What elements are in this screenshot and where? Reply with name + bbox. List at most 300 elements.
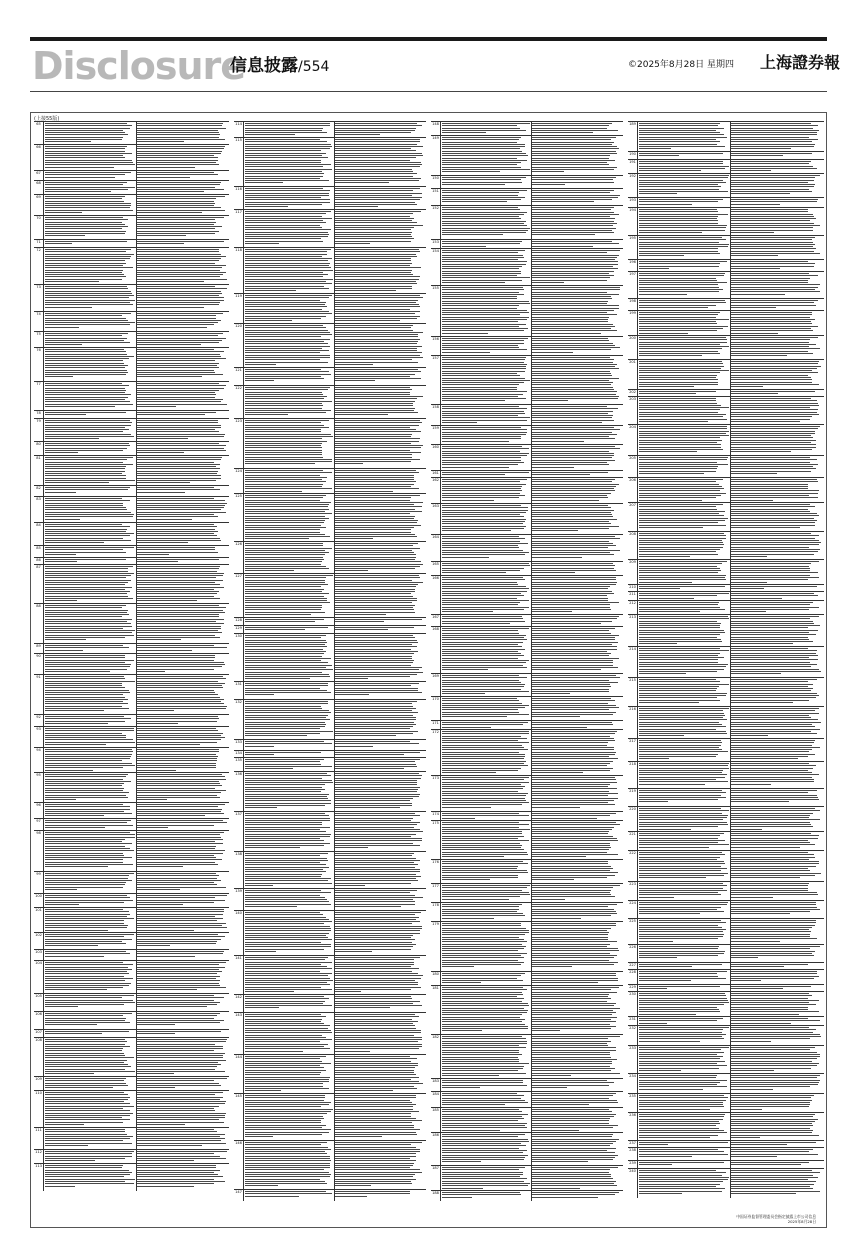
text-line — [137, 751, 219, 752]
text-line — [639, 729, 716, 730]
text-line — [137, 827, 168, 828]
text-line — [731, 363, 818, 364]
text-line — [137, 187, 215, 188]
text-line — [335, 561, 421, 562]
text-line — [442, 212, 527, 213]
text-line — [639, 471, 716, 472]
text-line — [532, 1026, 616, 1027]
text-line — [639, 239, 726, 240]
text-line — [137, 916, 215, 917]
text-line — [45, 566, 133, 567]
text-line — [639, 312, 720, 313]
revised-clause-text — [731, 300, 821, 310]
text-line — [532, 937, 608, 938]
text-line — [731, 1000, 819, 1001]
text-line — [335, 1067, 415, 1068]
text-line — [639, 361, 722, 362]
text-line — [335, 534, 415, 535]
text-line — [335, 1030, 421, 1031]
text-line — [731, 941, 780, 942]
revised-clause-text — [137, 1039, 227, 1076]
text-line — [335, 452, 421, 453]
text-line — [245, 919, 329, 920]
text-line — [532, 682, 618, 683]
text-line — [442, 689, 521, 690]
text-line — [335, 199, 420, 200]
text-line — [532, 232, 614, 233]
text-line — [532, 137, 616, 138]
text-line — [731, 1151, 809, 1152]
revised-clause-text — [532, 822, 620, 859]
text-line — [137, 286, 215, 287]
text-line — [731, 1038, 810, 1039]
text-line — [532, 462, 607, 463]
cell-divider — [136, 1164, 137, 1191]
text-line — [532, 1176, 611, 1177]
text-line — [442, 703, 522, 704]
text-line — [335, 429, 416, 430]
text-line — [335, 225, 423, 226]
text-line — [532, 184, 565, 185]
table-row — [628, 455, 824, 478]
text-line — [245, 722, 325, 723]
text-line — [45, 468, 125, 469]
text-line — [442, 1005, 529, 1006]
text-line — [532, 770, 610, 771]
text-line — [731, 854, 814, 855]
original-clause-text — [45, 832, 135, 871]
text-line — [731, 957, 758, 958]
text-line — [335, 213, 413, 214]
text-line — [137, 554, 169, 555]
text-line — [442, 875, 518, 876]
text-line — [442, 838, 518, 839]
text-line — [45, 718, 131, 719]
text-line — [245, 193, 329, 194]
revised-clause-text — [532, 123, 620, 135]
text-line — [335, 288, 412, 289]
text-line — [532, 1116, 614, 1117]
text-line — [639, 1007, 717, 1008]
cell-divider — [334, 1141, 335, 1190]
text-line — [731, 384, 819, 385]
text-line — [45, 533, 134, 534]
original-clause-text — [442, 731, 530, 775]
text-line — [137, 507, 224, 508]
footer-line-1: 中国证券监督管理委员会指定披露上市公司信息 — [736, 1214, 816, 1220]
text-line — [639, 223, 718, 224]
row-number: 159 — [431, 426, 441, 445]
text-line — [442, 904, 522, 905]
text-line — [45, 785, 122, 786]
text-line — [639, 941, 673, 942]
text-line — [245, 978, 330, 979]
text-line — [731, 980, 761, 981]
text-line — [335, 1158, 410, 1159]
text-line — [442, 1024, 525, 1025]
text-line — [45, 272, 122, 273]
text-line — [335, 662, 413, 663]
text-line — [532, 904, 617, 905]
text-line — [639, 634, 720, 635]
text-line — [442, 500, 494, 501]
text-line — [731, 468, 816, 469]
text-line — [45, 1145, 88, 1146]
text-line — [532, 1045, 608, 1046]
text-line — [137, 338, 226, 339]
text-line — [335, 858, 416, 859]
text-line — [45, 806, 130, 807]
text-line — [45, 1013, 132, 1014]
table-row — [628, 1168, 824, 1198]
text-line — [731, 255, 778, 256]
row-number: 90 — [34, 654, 44, 675]
text-line — [442, 271, 521, 272]
table-row — [431, 673, 623, 697]
original-clause-text — [442, 1167, 530, 1190]
text-line — [335, 752, 420, 753]
text-line — [639, 457, 728, 458]
text-line — [245, 928, 331, 929]
text-line — [731, 1049, 810, 1050]
text-line — [335, 651, 418, 652]
text-line — [442, 396, 518, 397]
original-clause-text — [639, 993, 729, 1016]
text-line — [639, 189, 719, 190]
text-line — [137, 580, 223, 581]
original-clause-text — [442, 822, 530, 859]
text-line — [442, 333, 488, 334]
text-line — [639, 1061, 725, 1062]
text-line — [335, 1019, 412, 1020]
original-clause-text — [442, 628, 530, 673]
original-clause-text — [639, 763, 729, 788]
text-line — [639, 414, 726, 415]
text-line — [442, 1068, 523, 1069]
row-number: 66 — [34, 145, 44, 171]
text-line — [335, 1147, 416, 1148]
text-line — [442, 829, 530, 830]
text-line — [335, 477, 414, 478]
table-row — [431, 1091, 623, 1108]
text-line — [137, 172, 214, 173]
text-line — [639, 266, 719, 267]
text-line — [137, 623, 224, 624]
revised-clause-text — [137, 749, 227, 772]
text-line — [532, 389, 614, 390]
text-line — [731, 177, 815, 178]
cell-divider — [136, 216, 137, 240]
text-line — [45, 322, 135, 323]
text-line — [639, 817, 727, 818]
text-line — [731, 204, 780, 205]
text-line — [335, 504, 414, 505]
row-number: 197 — [628, 272, 638, 299]
text-line — [245, 895, 320, 896]
text-line — [639, 779, 716, 780]
text-line — [532, 1134, 613, 1135]
text-line — [639, 733, 727, 734]
text-line — [442, 1118, 524, 1119]
cell-divider — [334, 187, 335, 210]
text-line — [137, 600, 197, 601]
row-number: 227 — [628, 963, 638, 970]
text-line — [639, 375, 717, 376]
text-line — [45, 655, 125, 656]
text-line — [532, 201, 594, 202]
text-line — [639, 659, 718, 660]
text-line — [245, 281, 326, 282]
revised-clause-text — [731, 1114, 821, 1140]
text-line — [639, 177, 728, 178]
text-line — [45, 834, 135, 835]
text-line — [532, 847, 611, 848]
text-line — [137, 1053, 225, 1054]
text-line — [45, 956, 104, 957]
text-line — [137, 756, 218, 757]
text-line — [639, 808, 721, 809]
text-line — [442, 675, 519, 676]
text-line — [442, 171, 500, 172]
text-line — [532, 875, 615, 876]
text-line — [335, 173, 417, 174]
text-line — [442, 700, 519, 701]
row-number: 77 — [34, 382, 44, 411]
cell-divider — [730, 336, 731, 360]
text-line — [137, 406, 176, 407]
text-line — [731, 582, 767, 583]
text-line — [532, 1021, 616, 1022]
text-line — [532, 1148, 616, 1149]
text-line — [45, 723, 108, 724]
text-line — [442, 807, 491, 808]
text-line — [335, 1083, 423, 1084]
text-line — [335, 845, 420, 846]
text-line — [532, 434, 617, 435]
text-line — [137, 1110, 215, 1111]
text-line — [442, 368, 526, 369]
text-line — [45, 1124, 84, 1125]
text-line — [245, 678, 310, 679]
text-line — [335, 724, 416, 725]
text-line — [137, 708, 226, 709]
original-clause-text — [442, 861, 530, 883]
revised-clause-text — [731, 616, 821, 646]
text-line — [442, 782, 529, 783]
text-line — [45, 751, 133, 752]
text-line — [639, 451, 697, 452]
text-line — [245, 1191, 326, 1192]
text-line — [532, 675, 616, 676]
text-line — [639, 1132, 727, 1133]
text-line — [731, 1154, 818, 1155]
text-line — [639, 888, 723, 889]
text-line — [245, 290, 296, 291]
table-row — [431, 534, 623, 562]
text-line — [245, 283, 332, 284]
text-line — [442, 591, 527, 592]
text-line — [442, 190, 527, 191]
text-line — [335, 892, 410, 893]
text-line — [245, 295, 332, 296]
text-line — [45, 610, 128, 611]
table-row — [34, 215, 229, 240]
text-line — [731, 726, 815, 727]
table-row — [34, 1090, 229, 1128]
text-line — [532, 289, 620, 290]
text-line — [532, 146, 617, 147]
text-line — [335, 676, 410, 677]
text-line — [639, 971, 727, 972]
revised-clause-text — [731, 161, 821, 173]
text-line — [532, 1167, 618, 1168]
text-line — [442, 287, 523, 288]
text-line — [442, 1102, 528, 1103]
cell-divider — [531, 337, 532, 356]
text-line — [532, 879, 574, 880]
text-line — [245, 1032, 332, 1033]
text-line — [442, 788, 523, 789]
text-line — [731, 822, 810, 823]
revised-clause-text — [731, 175, 821, 197]
text-line — [532, 930, 607, 931]
table-row — [34, 1037, 229, 1077]
text-line — [442, 563, 529, 564]
text-line — [45, 235, 85, 236]
text-line — [532, 600, 608, 601]
page-number: /554 — [298, 59, 330, 75]
text-line — [442, 373, 517, 374]
text-line — [532, 845, 610, 846]
text-line — [137, 376, 202, 377]
text-line — [442, 996, 517, 997]
cell-divider — [531, 122, 532, 136]
text-line — [731, 870, 810, 871]
row-number: 80 — [34, 442, 44, 456]
text-line — [639, 1014, 696, 1015]
text-line — [532, 786, 608, 787]
text-line — [335, 412, 418, 413]
text-line — [532, 1100, 617, 1101]
text-line — [45, 914, 130, 915]
text-line — [137, 1055, 223, 1056]
text-line — [442, 530, 511, 531]
row-number: 129 — [234, 626, 244, 634]
original-clause-text — [442, 563, 530, 575]
text-line — [442, 457, 521, 458]
text-line — [245, 434, 331, 435]
text-line — [245, 946, 331, 947]
revised-clause-text — [137, 951, 227, 960]
text-line — [137, 372, 215, 373]
text-line — [731, 686, 808, 687]
text-line — [639, 777, 725, 778]
text-line — [137, 692, 215, 693]
table-row — [234, 811, 426, 852]
text-line — [731, 1002, 809, 1003]
text-line — [532, 565, 615, 566]
text-line — [335, 500, 410, 501]
text-line — [335, 1169, 420, 1170]
text-line — [442, 747, 524, 748]
table-row — [34, 747, 229, 773]
text-line — [335, 658, 412, 659]
text-line — [335, 227, 414, 228]
text-line — [245, 160, 321, 161]
text-line — [245, 378, 324, 379]
text-line — [731, 520, 817, 521]
text-line — [45, 338, 127, 339]
text-line — [137, 639, 181, 640]
text-line — [137, 598, 220, 599]
text-line — [731, 368, 817, 369]
text-line — [731, 1089, 773, 1090]
text-line — [731, 294, 785, 295]
text-line — [45, 1143, 132, 1144]
revised-clause-text — [335, 759, 423, 771]
text-line — [442, 169, 530, 170]
text-line — [137, 313, 223, 314]
row-number: 192 — [628, 174, 638, 198]
original-clause-text — [45, 146, 135, 170]
text-line — [532, 380, 609, 381]
text-line — [137, 184, 220, 185]
text-line — [335, 396, 423, 397]
text-line — [137, 596, 214, 597]
text-line — [335, 425, 419, 426]
text-line — [137, 231, 219, 232]
text-line — [731, 1007, 808, 1008]
text-line — [245, 1172, 329, 1173]
text-line — [532, 738, 614, 739]
text-line — [335, 463, 363, 464]
text-line — [731, 230, 813, 231]
cell-divider — [136, 348, 137, 382]
text-line — [532, 280, 607, 281]
table-row — [234, 323, 426, 368]
text-line — [442, 371, 525, 372]
text-line — [137, 884, 217, 885]
text-line — [442, 1145, 526, 1146]
row-number: 161 — [431, 471, 441, 478]
text-line — [45, 614, 129, 615]
text-line — [245, 656, 322, 657]
text-line — [45, 198, 122, 199]
text-line — [532, 742, 608, 743]
text-line — [335, 376, 410, 377]
text-line — [245, 398, 324, 399]
row-number: 101 — [34, 908, 44, 933]
text-line — [335, 506, 422, 507]
row-number: 143 — [234, 1013, 244, 1055]
text-line — [137, 584, 220, 585]
text-line — [442, 980, 523, 981]
text-line — [639, 520, 725, 521]
text-line — [639, 641, 722, 642]
text-line — [532, 852, 607, 853]
text-line — [137, 1073, 174, 1074]
text-line — [442, 1116, 522, 1117]
revised-clause-text — [532, 479, 620, 503]
text-line — [532, 347, 620, 348]
original-clause-text — [639, 679, 729, 706]
text-line — [335, 741, 410, 742]
text-line — [335, 706, 413, 707]
text-line — [137, 1060, 226, 1061]
text-line — [137, 850, 225, 851]
text-line — [45, 1099, 128, 1100]
row-number: 135 — [234, 758, 244, 772]
